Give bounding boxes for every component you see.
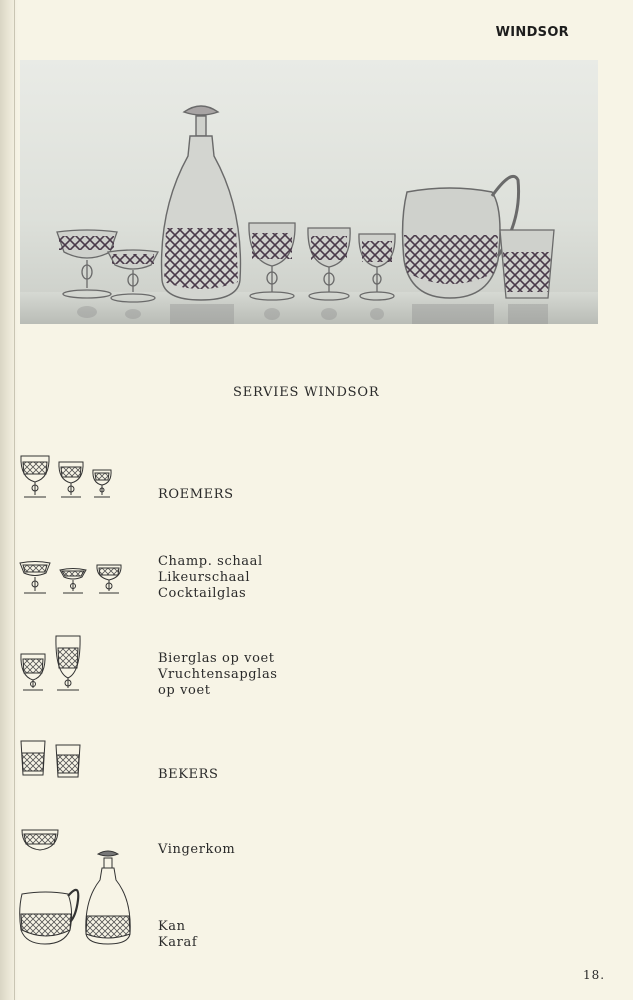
row-label-beer-glasses xyxy=(158,651,278,699)
tumbler-icons xyxy=(18,739,128,781)
label-line: Vruchtensapglas xyxy=(158,667,278,682)
glassware-photo xyxy=(20,60,598,324)
book-spine-shadow xyxy=(0,0,18,1000)
label-line: Likeurschaal xyxy=(158,570,251,585)
section-title: SERVIES WINDSOR xyxy=(233,385,380,400)
label-line: BEKERS xyxy=(158,767,219,782)
jug-decanter-icons xyxy=(18,850,138,950)
label-line: Bierglas op voet xyxy=(158,651,275,666)
row-tumblers xyxy=(18,739,318,791)
row-coupes xyxy=(18,556,318,606)
row-label-coupes xyxy=(158,554,263,602)
label-line: op voet xyxy=(158,683,211,698)
row-roemers xyxy=(18,452,318,502)
label-line: Karaf xyxy=(158,935,198,950)
label-line: Vingerkom xyxy=(158,842,236,857)
gutter-line xyxy=(14,0,15,1000)
row-label-roemers xyxy=(158,487,234,503)
label-line: ROEMERS xyxy=(158,487,234,502)
label-line: Champ. schaal xyxy=(158,554,263,569)
row-label-jug-decanter xyxy=(158,919,197,951)
wine-glass-icons xyxy=(18,452,128,502)
row-beer-glasses xyxy=(18,634,318,698)
page-header-title: WINDSOR xyxy=(495,25,569,40)
beer-glass-icons xyxy=(18,634,128,694)
coupe-glass-icons xyxy=(18,556,128,600)
page-number: 18. xyxy=(583,968,606,982)
glassware-photo-drawing xyxy=(20,60,598,324)
row-label-tumblers xyxy=(158,767,219,783)
label-line: Cocktailglas xyxy=(158,586,247,601)
label-line: Kan xyxy=(158,919,186,934)
row-jug-decanter xyxy=(18,850,318,950)
